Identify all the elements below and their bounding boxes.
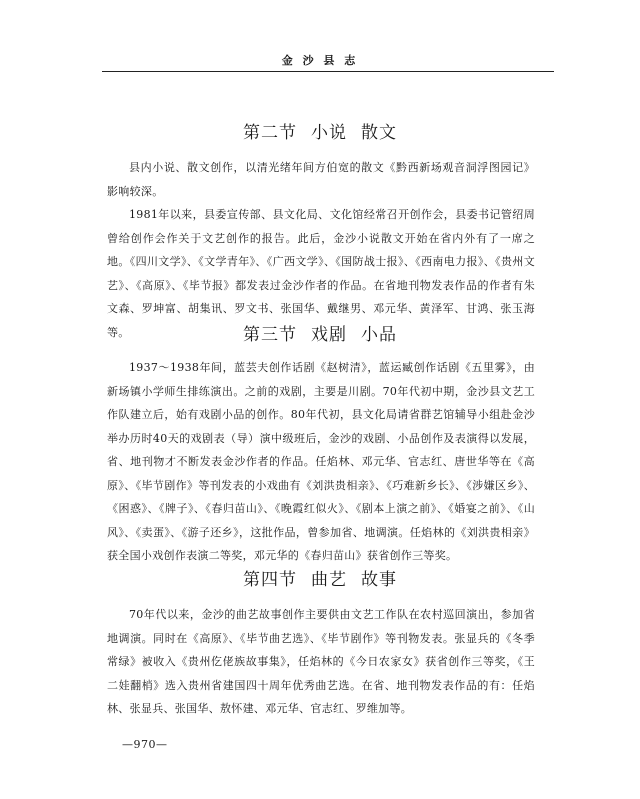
section-title-part: 小说	[311, 123, 347, 143]
paragraph: 70年代以来，金沙的曲艺故事创作主要供由文艺工作队在农村巡回演出，参加省地调演。同时在《高原》、《毕节曲艺选》、《毕节剧作》等刊物发表。张显兵的《冬季常绿》被收入《贵州仡佬族故事集》，任焰林的《今日农家女》获省创作三等奖，《王二娃翻梢》选入贵州省建国四十周年优秀曲艺选。在省、地刊物发表作品的有：任焰林、张显兵、张国华、敖怀建、邓元华、官志红、罗维加等。	[107, 608, 535, 715]
paragraph: 1937～1938年间，蓝芸夫创作话剧《赵树清》，蓝运臧创作话剧《五里雾》，由新场镇小学师生排练演出。之前的戏剧，主要是川剧。70年代初中期，金沙县文艺工作队建立后，始有戏剧小品的创作。80年代初，县文化局请省群艺馆辅导小组赴金沙举办历时40天的戏剧表（导）演中级班后，金沙的戏剧、小品创作及表演得以发展，省、地刊物才不断发表金沙作者的作品。任焰林、邓元华、官志红、唐世华等在《高原》、《毕节剧作》等刊发表的小戏曲有《刘洪贵相亲》、《巧难新乡长》、《涉嫌区乡》、《困惑》、《牌子》、《春归苗山》、《晚霞红似火》、《剧本上演之前》、《婚宴之前》、《山风》、《卖蛋》、《游子还乡》，这批作品，曾参加省、地调演。任焰林的《刘洪贵相亲》获全国小戏创作表演二等奖，邓元华的《春归苗山》获省创作三等奖。	[107, 361, 535, 562]
page-number: —970—	[122, 738, 168, 751]
section-title-part: 故事	[361, 570, 397, 590]
section-number: 第四节	[243, 570, 297, 590]
paragraph: 县内小说、散文创作，以清光绪年间方伯宽的散文《黔西新场观音洞浮图园记》影响较深。	[107, 161, 535, 198]
section-number: 第三节	[243, 325, 297, 345]
section-title-part: 曲艺	[311, 570, 347, 590]
header-rule	[102, 71, 554, 72]
section-title-part: 小品	[361, 325, 397, 345]
paragraph: 1981年以来，县委宣传部、县文化局、文化馆经常召开创作会，县委书记管绍周曾给创作会作关于文艺创作的报告。此后，金沙小说散文开始在省内外有了一席之地。《四川文学》、《文学青年》、《广西文学》、《国防战士报》、《西南电力报》、《贵州文艺》、《高原》、《毕节报》都发表过金沙作者的作品。在省地刊物发表作品的作者有朱文森、罗坤富、胡集讯、罗文书、张国华、戴继男、邓元华、黄泽军、甘鸿、张玉海等。	[107, 208, 535, 339]
section-title-3	[0, 320, 640, 345]
running-header: 金 沙 县 志	[281, 54, 359, 67]
section-title-part: 戏剧	[311, 325, 347, 345]
section-title-part: 散文	[361, 123, 397, 143]
section-title-4	[0, 565, 640, 590]
section-number: 第二节	[243, 123, 297, 143]
section-title-2	[0, 118, 640, 143]
